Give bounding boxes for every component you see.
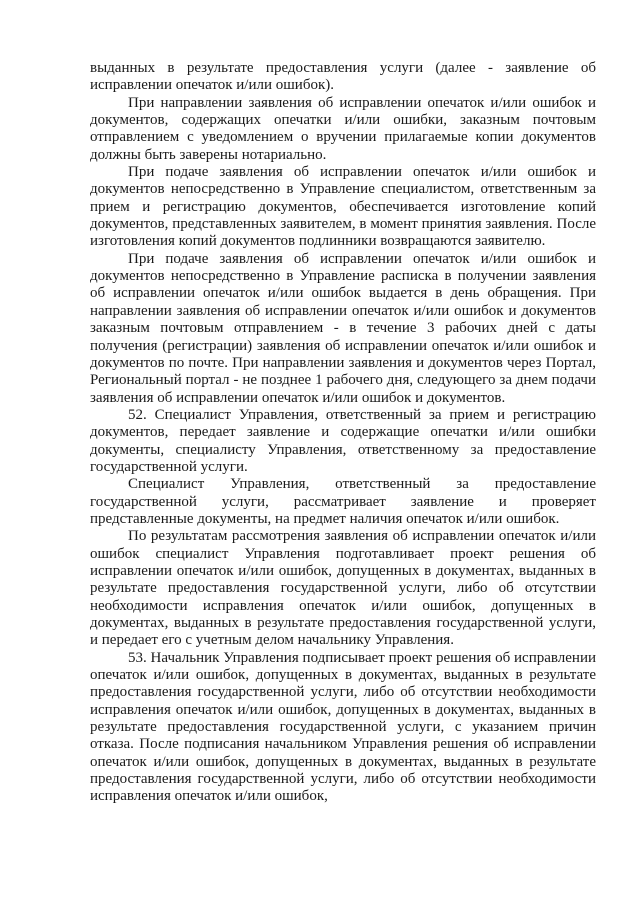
paragraph-specialist-review: Специалист Управления, ответственный за предоставление государственной услуги, рассматривает заявление и проверяет представленные документы, на предмет наличия опечаток и/или ошибок. — [90, 476, 596, 527]
paragraph-review-results: По результатам рассмотрения заявления об исправлении опечаток и/или ошибок специалист Управления подготавливает проект решения об исправлении опечаток и/или ошибок, допущенных в документах, выданных в результате предоставления государственной услуги, либо об отсутствии необходимости исправления опечаток и/или ошибок, допущенных в документах, выданных в результате предоставления государственной услуги, и передает его с учетным делом начальнику Управления. — [90, 528, 596, 649]
paragraph-clause-53: 53. Начальник Управления подписывает проект решения об исправлении опечаток и/или ошибок, допущенных в документах, выданных в результате предоставления государственной услуги, либо об отсутствии необходимости исправления опечаток и/или ошибок, допущенных в документах, выданных в результате предоставления государственной услуги, с указанием причин отказа. После подписания начальником Управления решения об исправлении опечаток и/или ошибок, допущенных в документах, выданных в результате предоставления государственной услуги, либо об отсутствии необходимости исправления опечаток и/или ошибок, — [90, 649, 596, 805]
paragraph-clause-52: 52. Специалист Управления, ответственный за прием и регистрацию документов, передает заявление и содержащие опечатки и/или ошибки документы, специалисту Управления, ответственному за предоставление государственной услуги. — [90, 406, 596, 475]
paragraph-receipt-issuance: При подаче заявления об исправлении опечаток и/или ошибок и документов непосредственно в Управление расписка в получении заявления об исправлении опечаток и/или ошибок выдается в день обращения. При направлении заявления об исправлении опечаток и/или ошибок и документов заказным почтовым отправлением - в течение 3 рабочих дней с даты получения (регистрации) заявления об исправлении опечаток и/или ошибок и документов по почте. При направлении заявления и документов через Портал, Региональный портал - не позднее 1 рабочего дня, следующего за днем подачи заявления об исправлении опечаток и/или ошибок и документов. — [90, 250, 596, 406]
paragraph-direct-submission-copies: При подаче заявления об исправлении опечаток и/или ошибок и документов непосредственно в Управление специалистом, ответственным за прием и регистрацию документов, обеспечивается изготовление копий документов, представленных заявителем, в момент принятия заявления. После изготовления копий документов подлинники возвращаются заявителю. — [90, 164, 596, 250]
paragraph-continuation: выданных в результате предоставления услуги (далее - заявление об исправлении опечаток и/или ошибок). — [90, 60, 596, 94]
document-page — [90, 60, 596, 806]
paragraph-notarized-copies: При направлении заявления об исправлении опечаток и/или ошибок и документов, содержащих опечатки и/или ошибки, заказным почтовым отправлением с уведомлением о вручении прилагаемые копии документов должны быть заверены нотариально. — [90, 94, 596, 163]
